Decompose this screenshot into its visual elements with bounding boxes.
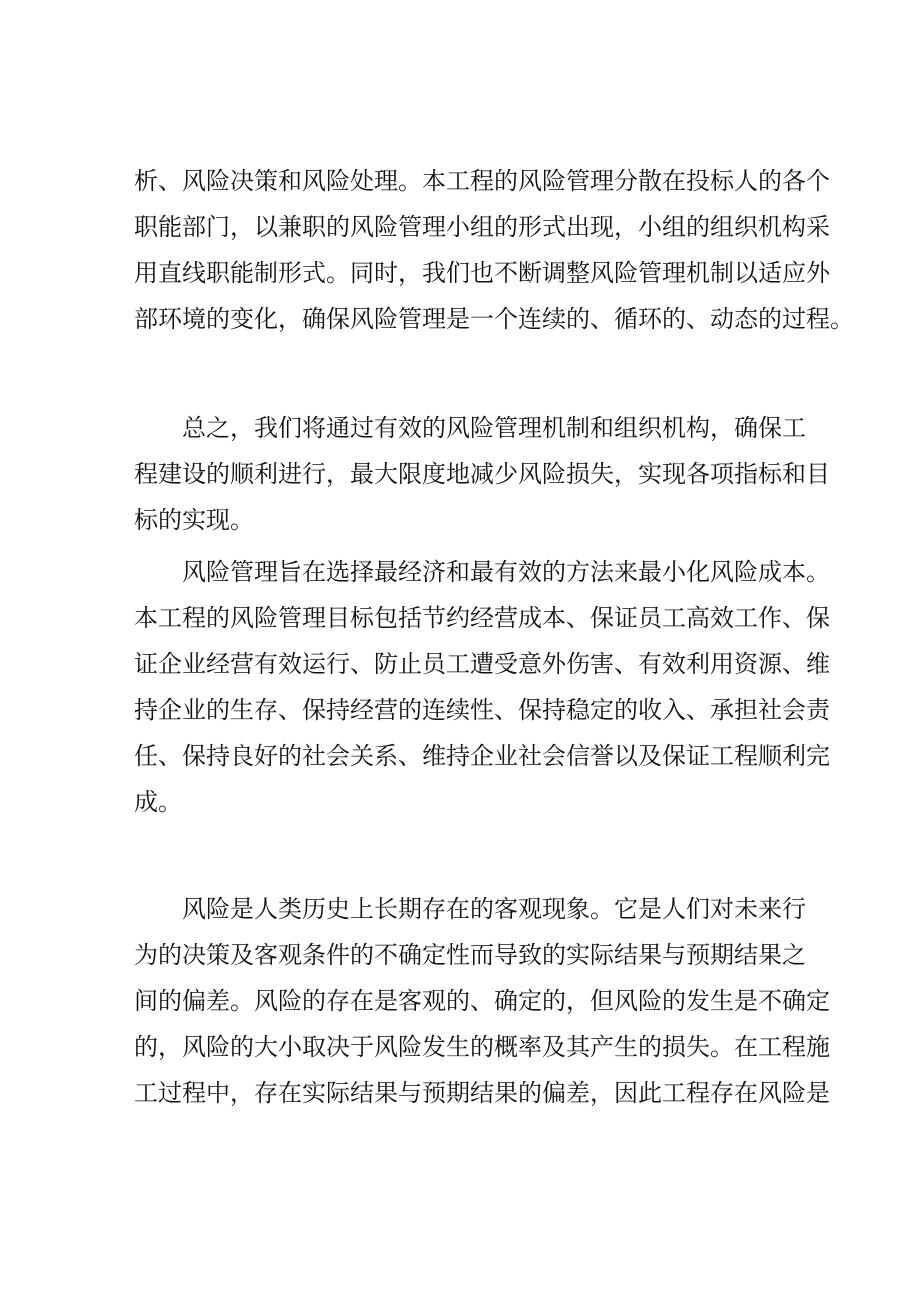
text-line: 的，风险的大小取决于风险发生的概率及其产生的损失。在工程施 [134,1033,830,1061]
paragraph-4 [134,886,830,1116]
text-line: 为的决策及客观条件的不确定性而导致的实际结果与预期结果之 [134,941,806,969]
text-line: 本工程的风险管理目标包括节约经营成本、保证员工高效工作、保 [134,604,830,632]
paragraph-1 [134,158,854,342]
text-line: 成。 [134,788,182,816]
text-line: 持企业的生存、保持经营的连续性、保持稳定的收入、承担社会责 [134,696,830,724]
text-line: 用直线职能制形式。同时，我们也不断调整风险管理机制以适应外 [134,259,830,287]
paragraph-3 [134,549,830,825]
text-line: 标的实现。 [134,506,254,534]
text-line: 析、风险决策和风险处理。本工程的风险管理分散在投标人的各个 [134,167,830,195]
paragraph-2 [134,405,830,543]
text-line: 工过程中，存在实际结果与预期结果的偏差，因此工程存在风险是 [134,1079,830,1107]
text-line: 总之，我们将通过有效的风险管理机制和组织机构，确保工 [182,414,806,442]
text-line: 风险是人类历史上长期存在的客观现象。它是人们对未来行 [182,895,806,923]
text-line: 职能部门，以兼职的风险管理小组的形式出现，小组的组织机构采 [134,213,830,241]
text-line: 任、保持良好的社会关系、维持企业社会信誉以及保证工程顺利完 [134,742,830,770]
text-line: 部环境的变化，确保风险管理是一个连续的、循环的、动态的过程。 [134,305,854,333]
text-line: 证企业经营有效运行、防止员工遭受意外伤害、有效利用资源、维 [134,650,830,678]
text-line: 程建设的顺利进行，最大限度地减少风险损失，实现各项指标和目 [134,460,830,488]
text-line: 风险管理旨在选择最经济和最有效的方法来最小化风险成本。 [182,558,830,586]
text-line: 间的偏差。风险的存在是客观的、确定的，但风险的发生是不确定 [134,987,830,1015]
